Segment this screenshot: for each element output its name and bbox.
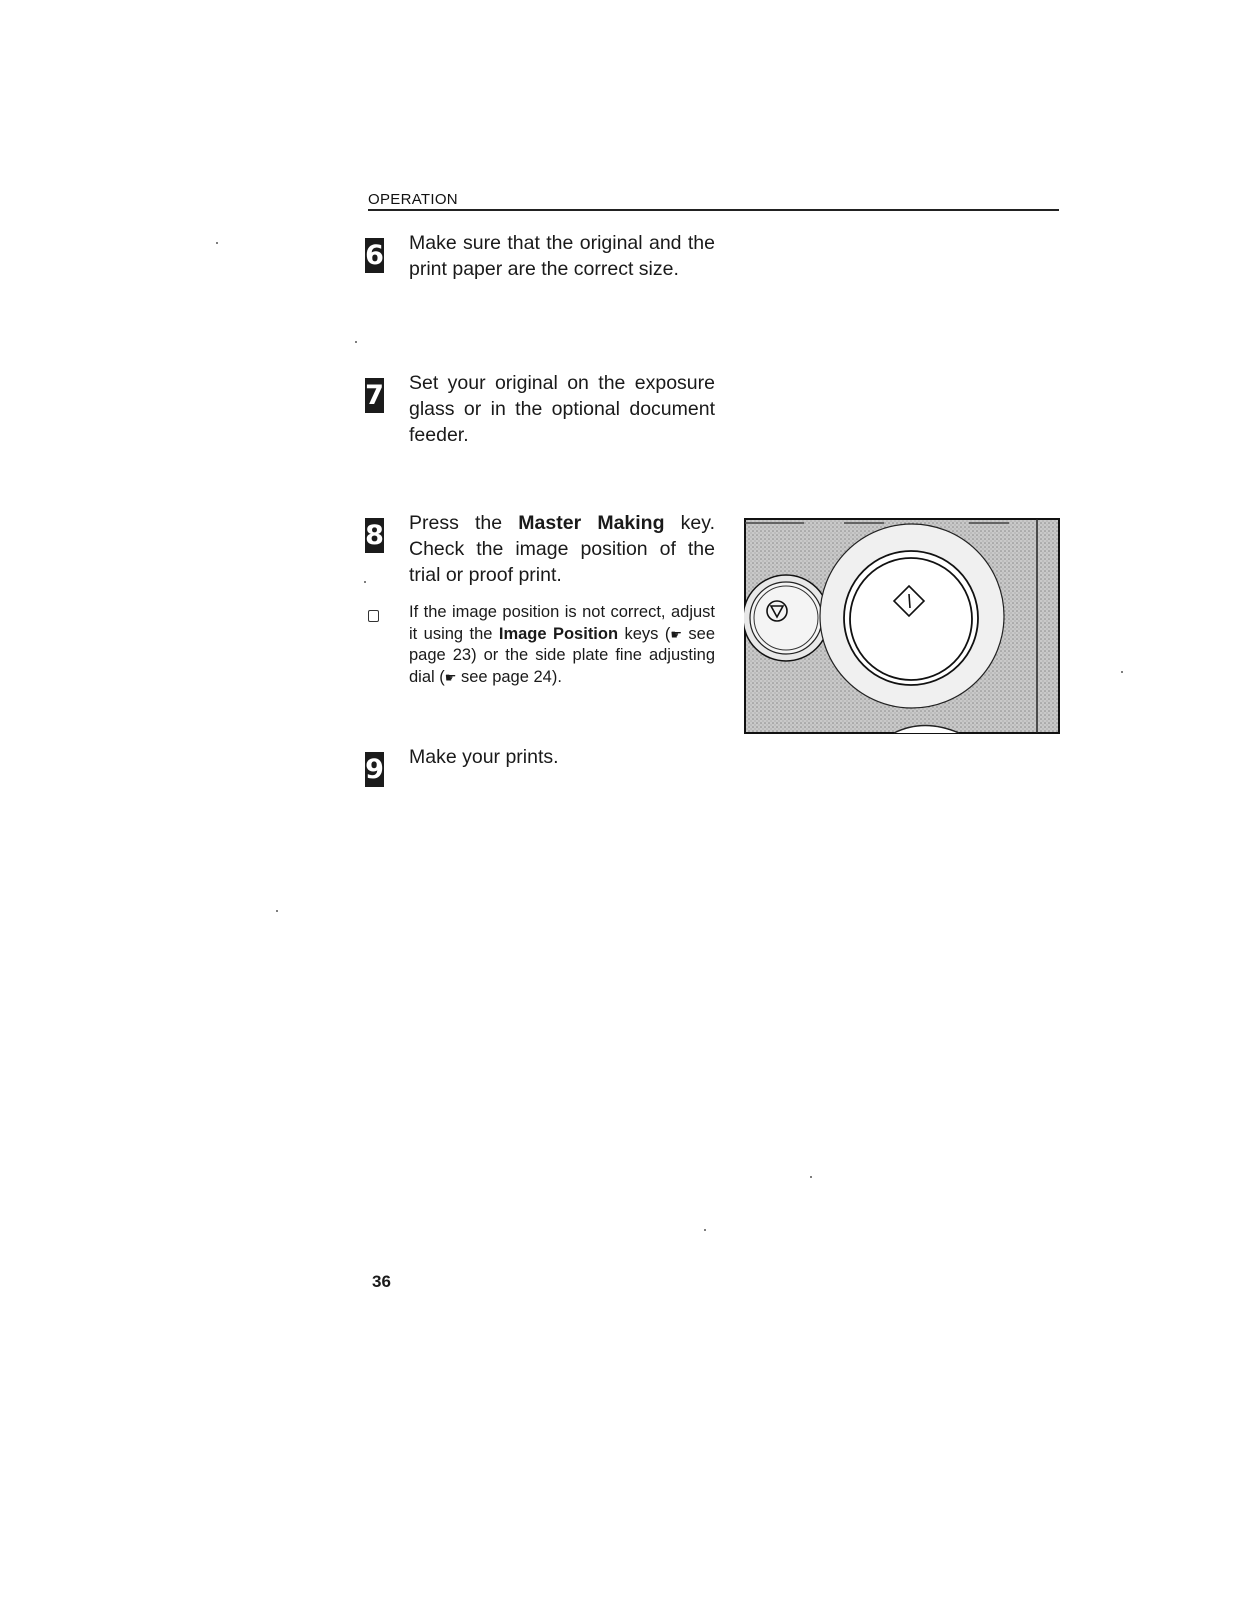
- start-key-icon: [820, 524, 1004, 708]
- master-making-key-label: Master Making: [518, 512, 665, 534]
- control-panel-figure: [744, 518, 1060, 734]
- step-text: Set your original on the exposure glass or in the optional document feeder.: [409, 372, 715, 446]
- step-text: Make sure that the original and the print paper are the correct size.: [409, 232, 715, 280]
- note-ref-1: see page 23) or the side plate fine adjusting dial (: [409, 624, 715, 686]
- note-bullet-icon: [368, 610, 379, 622]
- image-position-key-label: Image Position: [498, 624, 619, 643]
- stop-key-icon: [744, 575, 829, 661]
- step-number-badge: 9: [365, 754, 384, 785]
- note-ref-2: see page 24).: [456, 667, 562, 686]
- header-rule: [368, 209, 1059, 211]
- scan-speck: [1121, 671, 1123, 673]
- note-text-before: If the image position is not correct, adjust it using the: [409, 603, 715, 643]
- step-number-badge: 7: [365, 380, 384, 411]
- step-text: Make your prints.: [409, 746, 559, 768]
- scan-speck: [364, 581, 366, 583]
- step-number-badge: 8: [365, 520, 384, 551]
- step-text-after: key. Check the image position of the trial or proof print.: [409, 512, 715, 586]
- scan-speck: [276, 910, 278, 912]
- note-text: [409, 602, 715, 688]
- section-header: OPERATION: [368, 191, 458, 208]
- page-number: 36: [372, 1272, 391, 1291]
- scan-speck: [216, 242, 218, 244]
- note-text-mid: keys (: [624, 624, 671, 643]
- step-text: [409, 510, 715, 588]
- scan-speck: [704, 1229, 706, 1231]
- scan-speck: [355, 341, 357, 343]
- step-number-badge: 6: [365, 240, 384, 271]
- pointing-hand-icon: ☛: [444, 669, 457, 685]
- scan-speck: [810, 1176, 812, 1178]
- step-text-before: Press the: [409, 512, 503, 534]
- pointing-hand-icon: ☛: [670, 626, 682, 642]
